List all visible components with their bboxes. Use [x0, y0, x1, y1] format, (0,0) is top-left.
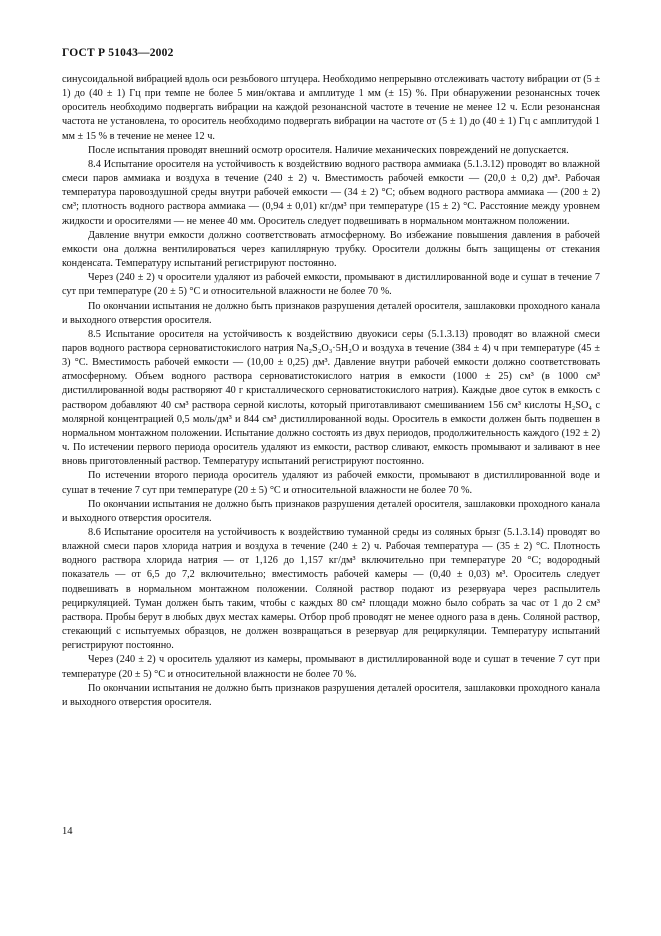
paragraph: Давление внутри емкости должно соответствовать атмосферному. Во избежание повышения давления в рабочей емкости она должна вентилироваться через капиллярную трубку. Оросители должны быть защищены от стекания конденсата. Температуру испытаний регистрируют постоянно.	[62, 229, 600, 270]
paragraph: По окончании испытания не должно быть признаков разрушения деталей оросителя, зашлаковки проходного канала и выходного отверстия оросителя.	[62, 300, 600, 326]
paragraph: По истечении второго периода ороситель удаляют из рабочей емкости, промывают в дистиллированной воде и сушат в течение 7 сут при температуре (20 ± 5) °С и относительной влажности не более 70 %.	[62, 470, 600, 496]
paragraph-section-8-4: 8.4 Испытание оросителя на устойчивость к воздействию водного раствора аммиака (5.1.3.12) проводят во влажной смеси паров аммиака и воздуха в течение (240 ± 2) ч. Вместимость рабочей емкости — (20,0 ± 0,2) дм³. Рабочая температура паровоздушной среды внутри рабочей емкости — (34 ± 2) °С; объем водного раствора аммиака — (200 ± 2) см³; плотность водного раствора аммиака — (0,94 ± 0,01) кг/дм³ при температуре (15 ± 2) °С. Расстояние между уровнем жидкости и оросителями — не менее 40 мм. Ороситель следует подвешивать в нормальном монтажном положении.	[62, 158, 600, 227]
paragraph: После испытания проводят внешний осмотр оросителя. Наличие механических повреждений не допускается.	[88, 144, 569, 156]
standard-header: ГОСТ Р 51043—2002	[62, 47, 174, 59]
paragraph: По окончании испытания не должно быть признаков разрушения деталей оросителя, зашлаковки проходного канала и выходного отверстия оросителя.	[62, 682, 600, 708]
paragraph-section-8-6: 8.6 Испытание оросителя на устойчивость к воздействию туманной среды из соляных брызг (5.1.3.14) проводят во влажной смеси паров хлорида натрия и воздуха в течение (240 ± 2) ч. Рабочая температура — (35 ± 2) °С. Плотность водного раствора хлорида натрия — от 1,126 до 1,157 кг/дм³ включительно при температуре 20 °С; водородный показатель — от 6,5 до 7,2 включительно; вместимость рабочей камеры — (0,40 ± 0,03) м³. Ороситель следует подвешивать в нормальном монтажном положении. Соляной раствор подают из резервуара через распылитель рециркуляцией. Туман должен быть таким, чтобы с каждых 80 см² площади можно было собрать за час от 1 до 2 см³ раствора. Пробы берут в любых двух местах камеры. Отбор проб проводят не менее одного раза в день. Соляной раствор, стекающий с испытуемых образцов, не должен возвращаться в резервуар для рециркуляции. Температуру испытаний регистрируют постоянно.	[62, 527, 600, 652]
paragraph: Через (240 ± 2) ч ороситель удаляют из камеры, промывают в дистиллированной воде и сушат в течение 7 сут при температуре (20 ± 5) °С и относительной влажности не более 70 %.	[62, 654, 600, 680]
document-body	[62, 73, 600, 710]
paragraph: Через (240 ± 2) ч оросители удаляют из рабочей емкости, промывают в дистиллированной воде и сушат в течение 7 сут при температуре (20 ± 5) °С и относительной влажности не более 70 %.	[62, 272, 600, 298]
paragraph-section-8-5: 8.5 Испытание оросителя на устойчивость к воздействию двуокиси серы (5.1.3.13) проводят во влажной смеси паров водного раствора серноватистокислого натрия Na₂S₂O₃·5H₂O и воздуха в течение (384 ± 4) ч при температуре (45 ± 3) °С. Вместимость рабочей емкости — (10,00 ± 0,25) дм³. Давление внутри рабочей емкости должно соответствовать атмосферному. Объем водного раствора серноватистокислого натрия в емкости (1000 ± 25) см³ (в 1000 см³ дистиллированной воды растворяют 40 г кристаллического серноватистокислого натрия). Каждые двое суток в емкость с раствором добавляют 40 см³ раствора серной кислоты, который приготавливают смешиванием 156 см³ кислоты H₂SO₄ с молярной концентрацией 0,5 моль/дм³ и 844 см³ дистиллированной воды. Ороситель в емкости должен быть подвешен в нормальном монтажном положении. Испытание должно состоять из двух периодов, продолжительность каждого (192 ± 2) ч. По истечении первого периода ороситель удаляют из емкости, раствор сливают, емкость промывают и заливают в нее вновь приготовленный раствор. Температуру испытаний регистрируют постоянно.	[62, 328, 600, 468]
page-number: 14	[62, 826, 73, 837]
paragraph: синусоидальной вибрацией вдоль оси резьбового штуцера. Необходимо непрерывно отслеживать частоту вибрации от (5 ± 1) до (40 ± 1) Гц при темпе не более 5 мин/октава и амплитуде 1 мм (± 15) %. При обнаружении резонансных точек ороситель необходимо подвергать вибрации на каждой резонансной частоте в течение не менее 12 ч. Если резонансная частота не установлена, то ороситель необходимо подвергать вибрации на частоте от (5 ± 1) до (40 ± 1) Гц с амплитудой 1 мм ± 15 % в течение не менее 12 ч.	[62, 74, 600, 142]
paragraph: По окончании испытания не должно быть признаков разрушения деталей оросителя, зашлаковки проходного канала и выходного отверстия оросителя.	[62, 498, 600, 524]
